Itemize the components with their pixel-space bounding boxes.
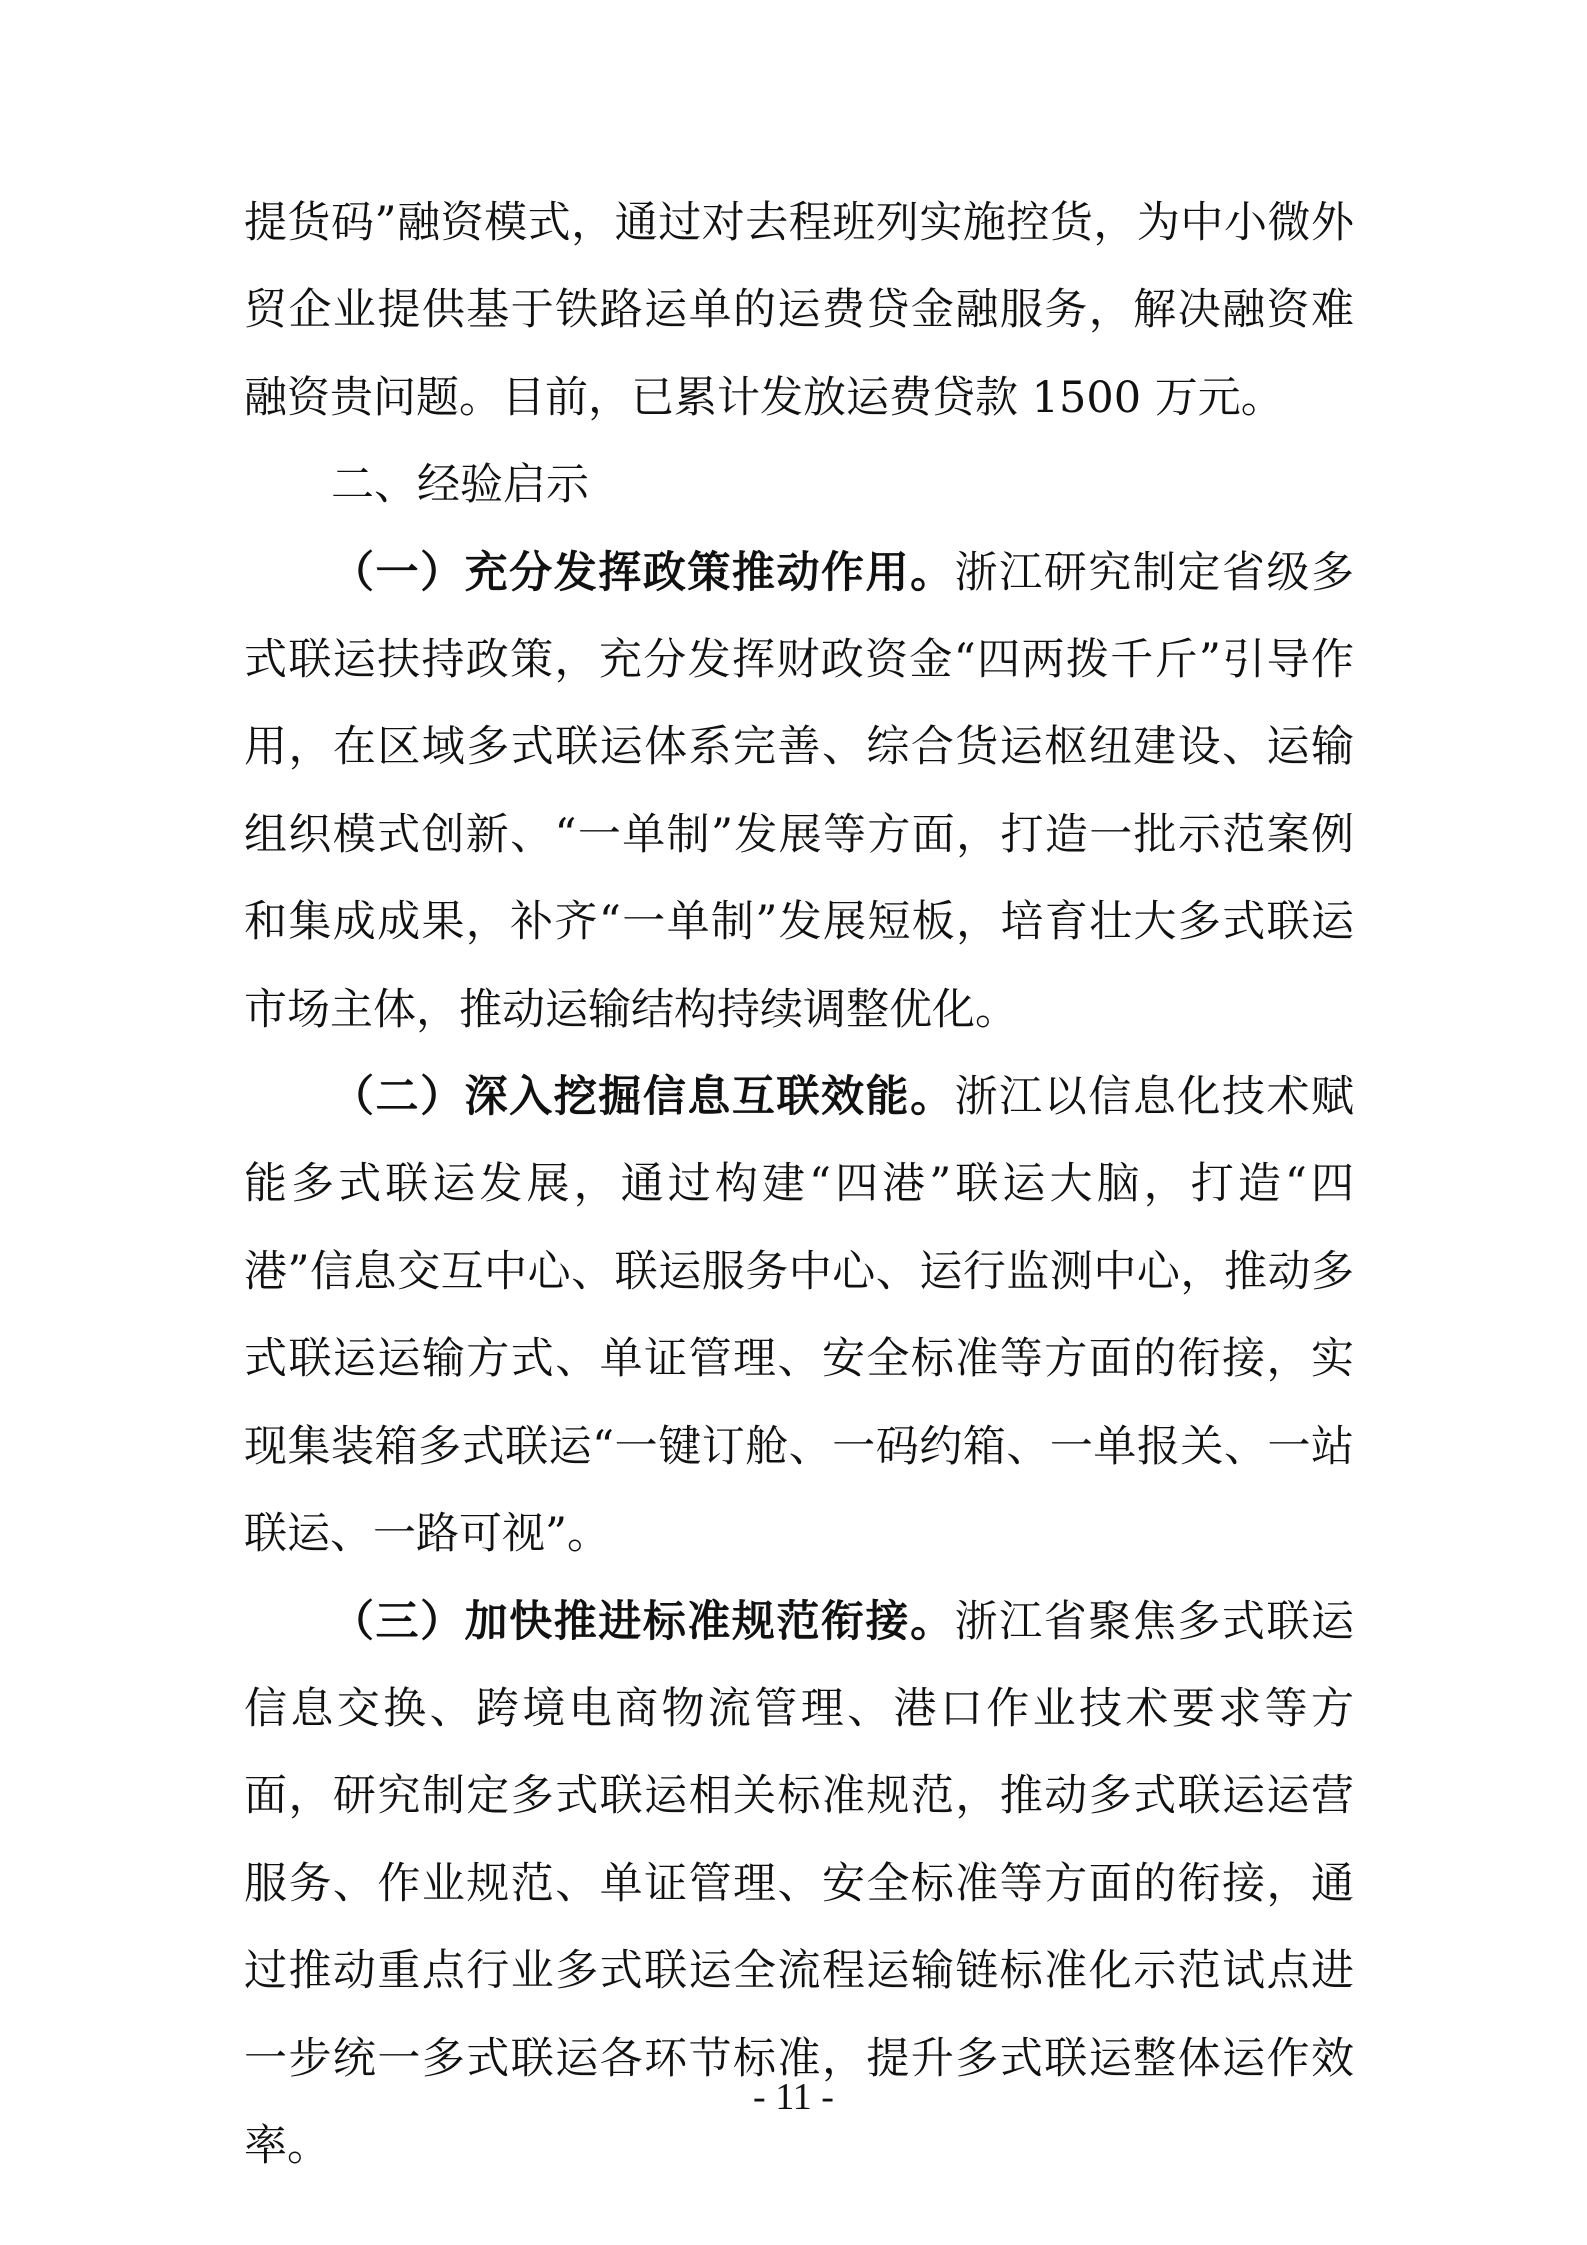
- page-number: - 11 -: [753, 2076, 834, 2118]
- item-body-1: 浙江研究制定省级多式联运扶持政策，充分发挥财政资金“四两拨千斤”引导作用，在区域多式联运体系完善、综合货运枢纽建设、运输组织模式创新、“一单制”发展等方面，打造一批示范案例和集成成果，补齐“一单制”发展短板，培育壮大多式联运市场主体，推动运输结构持续调整优化。: [244, 547, 1355, 1035]
- item-lead-2: （二）深入挖掘信息互联效能。: [331, 1072, 955, 1123]
- item-paragraph-2: [244, 1054, 1354, 1578]
- document-body: [244, 180, 1354, 2190]
- continuation-paragraph: 提货码”融资模式，通过对去程班列实施控货，为中小微外贸企业提供基于铁路运单的运费贷金融服务，解决融资难融资贵问题。目前，已累计发放运费贷款 1500 万元。: [244, 198, 1354, 423]
- item-body-3: 浙江省聚焦多式联运信息交换、跨境电商物流管理、港口作业技术要求等方面，研究制定多式联运相关标准规范，推动多式联运运营服务、作业规范、单证管理、安全标准等方面的衔接，通过推动重点行业多式联运全流程运输链标准化示范试点进一步统一多式联运各环节标准，提升多式联运整体运作效率。: [244, 1596, 1355, 2171]
- item-body-2: 浙江以信息化技术赋能多式联运发展，通过构建“四港”联运大脑，打造“四港”信息交互中心、联运服务中心、运行监测中心，推动多式联运运输方式、单证管理、安全标准等方面的衔接，实现集装箱多式联运“一键订舱、一码约箱、一单报关、一站联运、一路可视”。: [244, 1072, 1355, 1560]
- item-paragraph-1: [244, 530, 1354, 1054]
- section-heading: 二、经验启示: [331, 460, 589, 511]
- item-lead-1: （一）充分发挥政策推动作用。: [331, 547, 955, 598]
- item-lead-3: （三）加快推进标准规范衔接。: [331, 1596, 955, 1647]
